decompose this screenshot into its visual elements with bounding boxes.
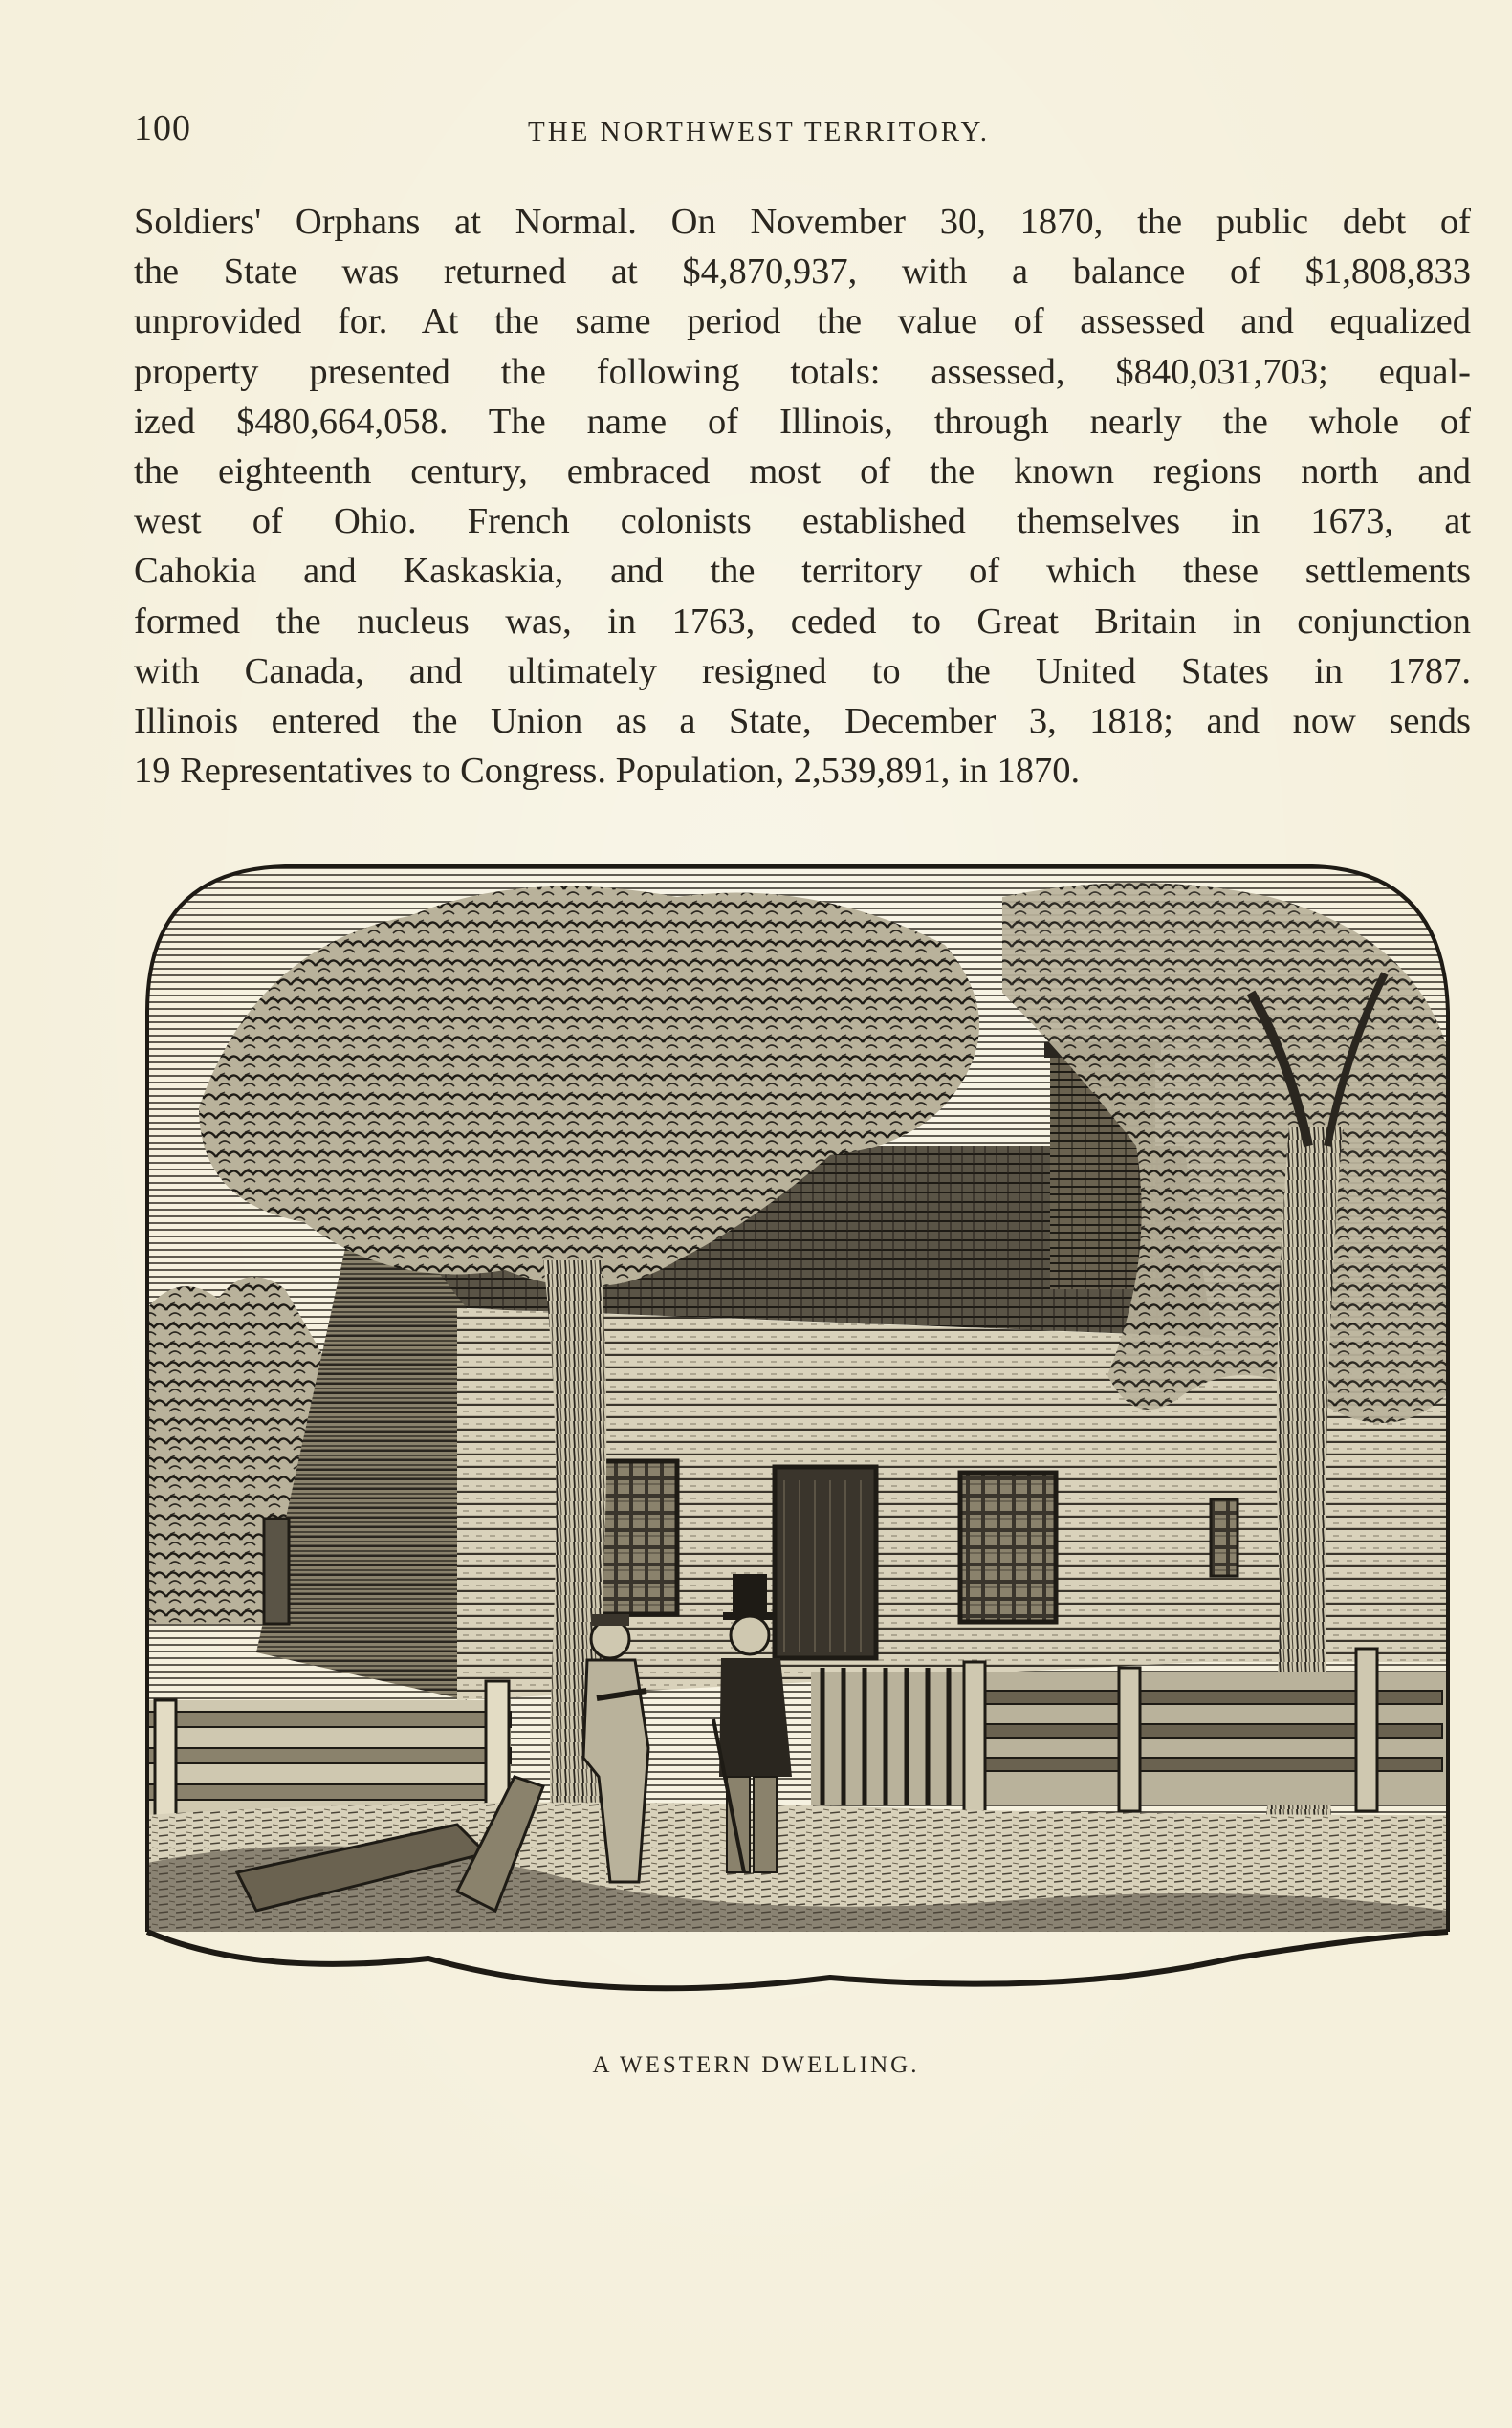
body-line: property presented the following totals: assessed, $840,031,703; equal- [134, 351, 1471, 392]
body-line: with Canada, and ultimately resigned to the United States in 1787. [134, 650, 1471, 691]
running-head [134, 107, 1473, 164]
body-line: Soldiers' Orphans at Normal. On November 30, 1870, the public debt of [134, 202, 1471, 242]
house-window-right [960, 1473, 1056, 1622]
gate-pickets [822, 1668, 949, 1805]
house-window-annex [1211, 1499, 1238, 1576]
body-line: Illinois entered the Union as a State, December 3, 1818; and now sends [134, 701, 1471, 742]
page-number: 100 [134, 108, 191, 148]
body-line: the State was returned at $4,870,937, with a balance of $1,808,833 [134, 252, 1471, 293]
body-paragraph [134, 197, 1471, 796]
body-line: the eighteenth century, embraced most of the known regions north and [134, 451, 1471, 492]
body-line: ized $480,664,058. The name of Illinois, through nearly the whole of [134, 401, 1471, 442]
running-title: THE NORTHWEST TERRITORY. [528, 117, 990, 147]
body-line: 19 Representatives to Congress. Population, 2,539,891, in 1870. [134, 751, 1081, 792]
illustration-bottom-edge [147, 1932, 1448, 1988]
body-line: west of Ohio. French colonists established themselves in 1673, at [134, 501, 1471, 542]
figure-caption: A WESTERN DWELLING. [592, 2052, 920, 2078]
house-window-side [264, 1519, 289, 1624]
engraving-illustration [142, 859, 1454, 2014]
fence-right [811, 1649, 1448, 1815]
western-dwelling-engraving [142, 859, 1454, 2014]
body-line: unprovided for. At the same period the value of assessed and equalized [134, 301, 1471, 342]
body-line: formed the nucleus was, in 1763, ceded to Great Britain in conjunction [134, 601, 1471, 642]
body-line: Cahokia and Kaskaskia, and the territory of which these settlements [134, 551, 1471, 592]
